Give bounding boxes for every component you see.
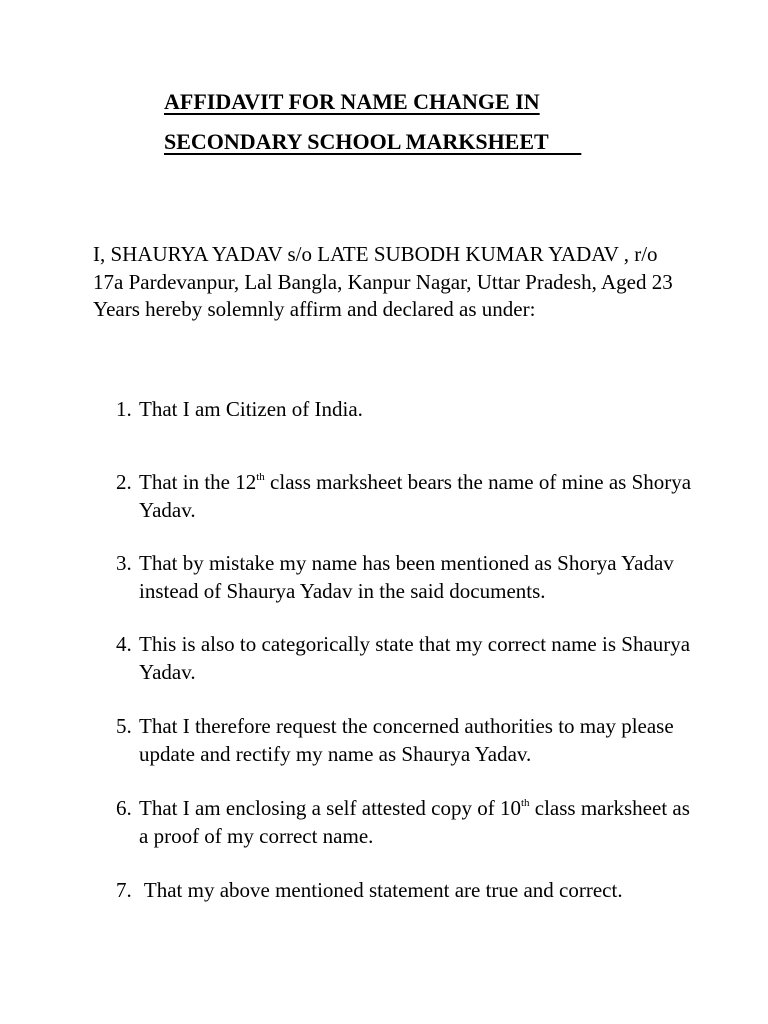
item-number: 6.: [116, 796, 132, 820]
list-item: [116, 713, 696, 768]
item-text-post: class marksheet bears the name of mine as Shorya Yadav.: [139, 470, 692, 522]
item-text: That I am Citizen of India.: [139, 397, 363, 421]
item-text-post: class marksheet as a proof of my correct name.: [139, 796, 690, 848]
ordinal-suffix: th: [520, 797, 530, 809]
list-item: [116, 469, 696, 524]
title-line-2: SECONDARY SCHOOL MARKSHEET: [164, 129, 582, 154]
item-text: That my above mentioned statement are true and correct.: [139, 878, 623, 902]
list-item: [116, 396, 696, 424]
item-text: That I therefore request the concerned authorities to may please update and rectify my name as Shaurya Yadav.: [139, 714, 674, 766]
item-number: 4.: [116, 632, 132, 656]
item-text-pre: That in the 12: [139, 470, 257, 494]
list-item: [116, 795, 696, 850]
list-item: [116, 631, 696, 686]
item-number: 3.: [116, 551, 132, 575]
item-text: This is also to categorically state that my correct name is Shaurya Yadav.: [139, 632, 691, 684]
title-line-1: AFFIDAVIT FOR NAME CHANGE IN: [164, 89, 540, 114]
item-number: 5.: [116, 714, 132, 738]
item-text: [139, 469, 696, 524]
intro-paragraph: I, SHAURYA YADAV s/o LATE SUBODH KUMAR YADAV , r/o 17a Pardevanpur, Lal Bangla, Kanpur Nagar, Uttar Pradesh, Aged 23 Years hereby solemnly affirm and declared as under:: [93, 242, 673, 321]
item-text-pre: That I am enclosing a self attested copy of 10: [139, 796, 521, 820]
item-number: 2.: [116, 470, 132, 494]
list-item: [116, 550, 696, 605]
item-text: [139, 795, 696, 850]
ordinal-suffix: th: [256, 471, 265, 483]
item-text: That by mistake my name has been mentioned as Shorya Yadav instead of Shaurya Yadav in the said documents.: [139, 551, 674, 603]
item-number: 1.: [116, 397, 132, 421]
item-number: 7.: [116, 878, 132, 902]
list-item: [116, 877, 716, 905]
